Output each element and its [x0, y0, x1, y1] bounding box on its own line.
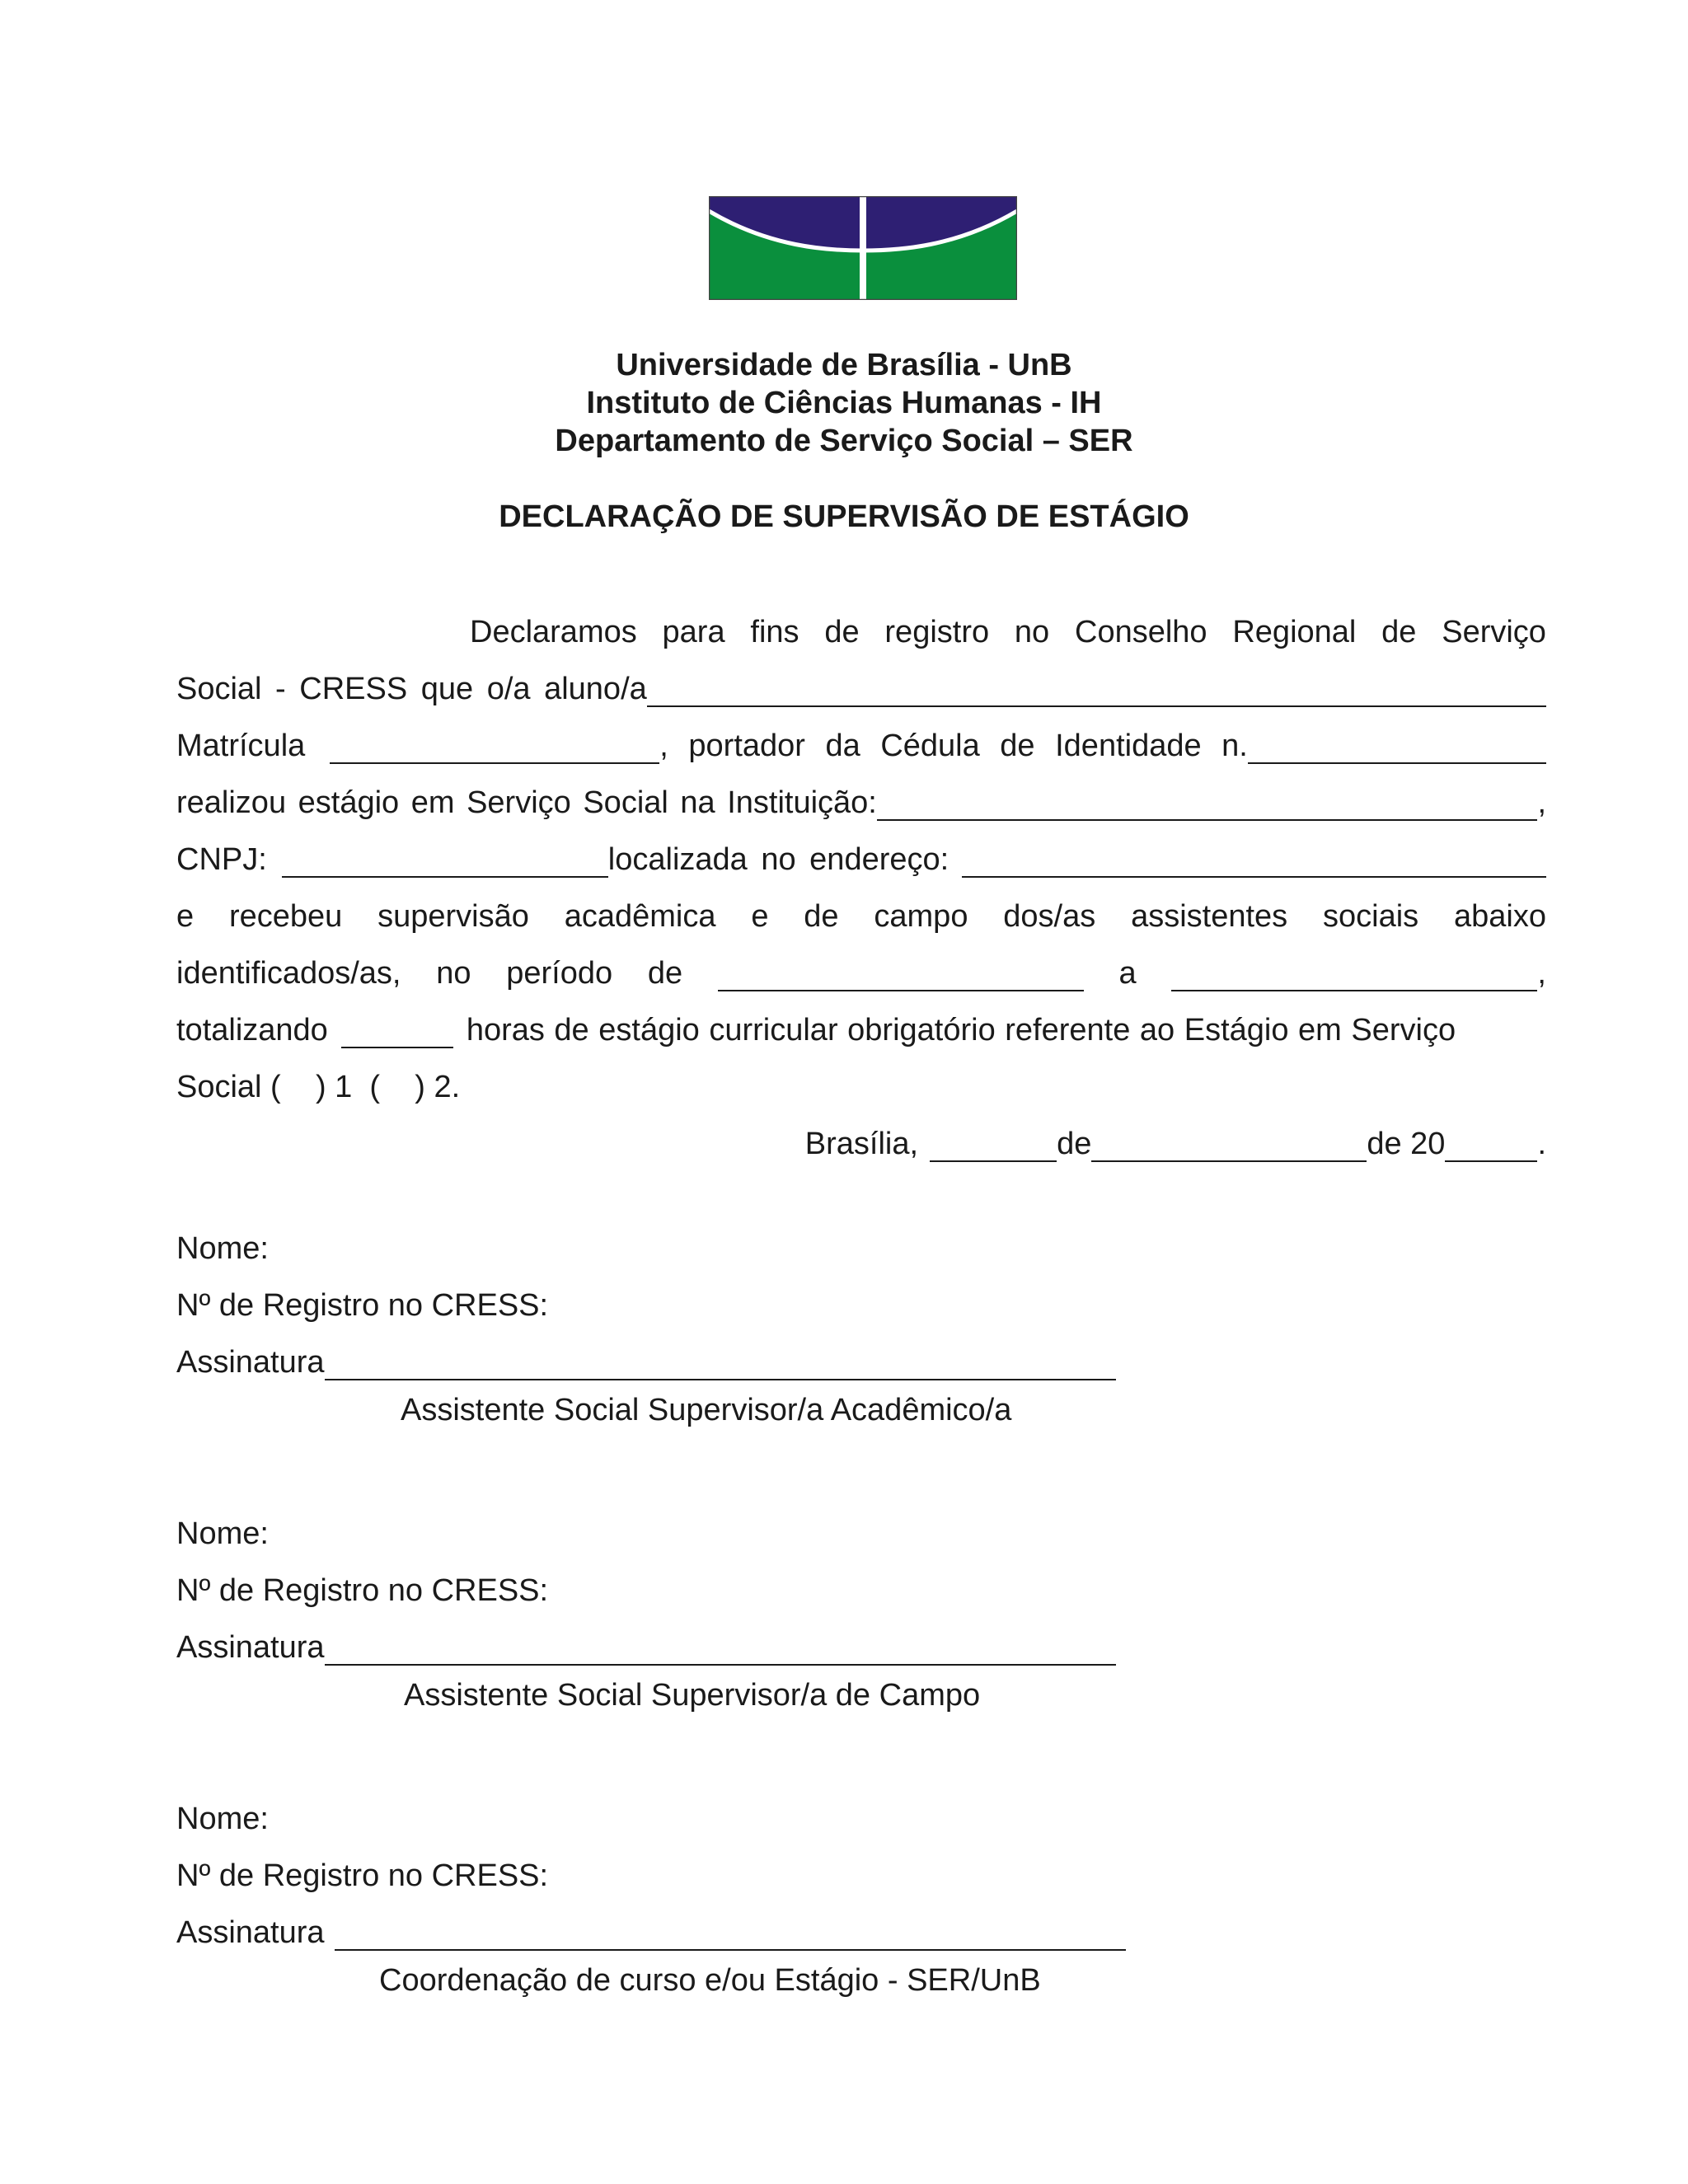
totalizing-label: totalizando — [176, 1013, 328, 1047]
period-end-field[interactable] — [1171, 957, 1537, 991]
name-label: Nome: — [176, 1231, 269, 1266]
word-de: de — [1057, 1127, 1092, 1161]
year-field[interactable] — [1445, 1127, 1537, 1162]
institution-header — [0, 346, 1688, 460]
paragraph-word: de — [1381, 615, 1417, 649]
paragraph-word: dos/as — [1003, 899, 1096, 934]
university-name: Universidade de Brasília - UnB — [616, 348, 1072, 382]
identity-label: , portador da Cédula de Identidade n. — [659, 729, 1248, 763]
paragraph-word: campo — [874, 899, 968, 934]
identified-word: identificados/as, — [176, 956, 401, 991]
cress-label: Nº de Registro no CRESS: — [176, 1858, 549, 1893]
month-field[interactable] — [1091, 1127, 1367, 1162]
signature-field[interactable] — [335, 1916, 1126, 1951]
department-name: Departamento de Serviço Social – SER — [555, 424, 1133, 458]
paragraph-word: registro — [884, 615, 990, 649]
matricula-field[interactable] — [330, 729, 659, 764]
hours-text: horas de estágio curricular obrigatório referente ao Estágio em Serviço — [466, 1013, 1456, 1047]
period-mark: . — [1537, 1127, 1546, 1161]
comma: , — [1537, 956, 1546, 991]
paragraph-word: fins — [750, 615, 799, 649]
word-periodo: período — [506, 956, 613, 991]
paragraph-word: de — [804, 899, 839, 934]
unb-logo — [709, 196, 1017, 300]
year-prefix: de 20 — [1367, 1127, 1446, 1161]
paragraph-line-8 — [176, 991, 1546, 1048]
coordination-caption: Coordenação de curso e/ou Estágio - SER/UnB — [379, 1963, 1041, 1998]
signature-block-coordination — [176, 1780, 1126, 1951]
institution-field[interactable] — [877, 786, 1538, 821]
paragraph-line-1 — [176, 593, 1546, 650]
cress-label: Nº de Registro no CRESS: — [176, 1573, 549, 1608]
signature-label: Assinatura — [176, 1915, 325, 1950]
paragraph-word: Serviço — [1442, 615, 1546, 649]
paragraph-word: sociais — [1323, 899, 1419, 934]
cnpj-field[interactable] — [282, 843, 608, 878]
cnpj-label: CNPJ: — [176, 842, 267, 877]
hours-field[interactable] — [341, 1014, 453, 1048]
word-a: a — [1118, 956, 1137, 991]
paragraph-line-6 — [176, 878, 1546, 935]
cress-label: Nº de Registro no CRESS: — [176, 1288, 549, 1323]
paragraph-line-3 — [176, 707, 1546, 764]
city-label: Brasília, — [804, 1127, 919, 1161]
word-no: no — [436, 956, 471, 991]
cress-row — [176, 1837, 1126, 1894]
address-label: localizada no endereço: — [607, 842, 950, 877]
paragraph-word: para — [662, 615, 725, 649]
signature-block-field — [176, 1495, 1116, 1666]
cress-row — [176, 1552, 1116, 1609]
date-line — [176, 1105, 1546, 1162]
student-name-field[interactable] — [647, 673, 1546, 707]
paragraph-line-7 — [176, 935, 1546, 991]
signature-field[interactable] — [325, 1346, 1116, 1380]
signature-row — [176, 1894, 1126, 1951]
address-field[interactable] — [962, 843, 1546, 878]
student-label: Social - CRESS que o/a aluno/a — [176, 672, 647, 706]
paragraph-line-5 — [176, 821, 1546, 878]
institute-name: Instituto de Ciências Humanas - IH — [586, 386, 1102, 420]
name-label: Nome: — [176, 1516, 269, 1551]
paragraph-word: assistentes — [1131, 899, 1288, 934]
name-row — [176, 1495, 1116, 1552]
signature-block-academic — [176, 1210, 1116, 1380]
cress-row — [176, 1267, 1116, 1324]
declaration-paragraph — [176, 593, 1546, 1162]
signature-row — [176, 1609, 1116, 1666]
name-row — [176, 1780, 1126, 1837]
academic-supervisor-caption: Assistente Social Supervisor/a Acadêmico/a — [401, 1393, 1012, 1427]
paragraph-word: de — [824, 615, 860, 649]
comma: , — [1537, 785, 1546, 820]
institution-label: realizou estágio em Serviço Social na Instituição: — [176, 785, 877, 820]
paragraph-word: Conselho — [1075, 615, 1207, 649]
paragraph-word: abaixo — [1453, 899, 1546, 934]
day-field[interactable] — [930, 1127, 1057, 1162]
paragraph-line-4 — [176, 764, 1546, 821]
paragraph-word: e — [751, 899, 769, 934]
field-supervisor-caption: Assistente Social Supervisor/a de Campo — [404, 1678, 981, 1713]
paragraph-word: supervisão — [377, 899, 529, 934]
signature-label: Assinatura — [176, 1345, 325, 1380]
document-title: DECLARAÇÃO DE SUPERVISÃO DE ESTÁGIO — [499, 499, 1189, 534]
paragraph-word: Regional — [1232, 615, 1357, 649]
internship-level-options[interactable]: Social ( ) 1 ( ) 2. — [176, 1070, 461, 1104]
signature-row — [176, 1324, 1116, 1380]
name-label: Nome: — [176, 1802, 269, 1836]
paragraph-word: e — [176, 899, 195, 934]
word-de: de — [647, 956, 683, 991]
paragraph-word: no — [1014, 615, 1050, 649]
period-start-field[interactable] — [718, 957, 1084, 991]
identity-number-field[interactable] — [1248, 729, 1546, 764]
paragraph-word: acadêmica — [564, 899, 716, 934]
paragraph-word: Declaramos — [470, 615, 637, 649]
signature-field[interactable] — [325, 1631, 1116, 1666]
name-row — [176, 1210, 1116, 1267]
matricula-label: Matrícula — [176, 729, 306, 763]
signature-label: Assinatura — [176, 1630, 325, 1665]
paragraph-line-9 — [176, 1048, 1546, 1105]
paragraph-word: recebeu — [228, 899, 343, 934]
paragraph-line-2 — [176, 650, 1546, 707]
